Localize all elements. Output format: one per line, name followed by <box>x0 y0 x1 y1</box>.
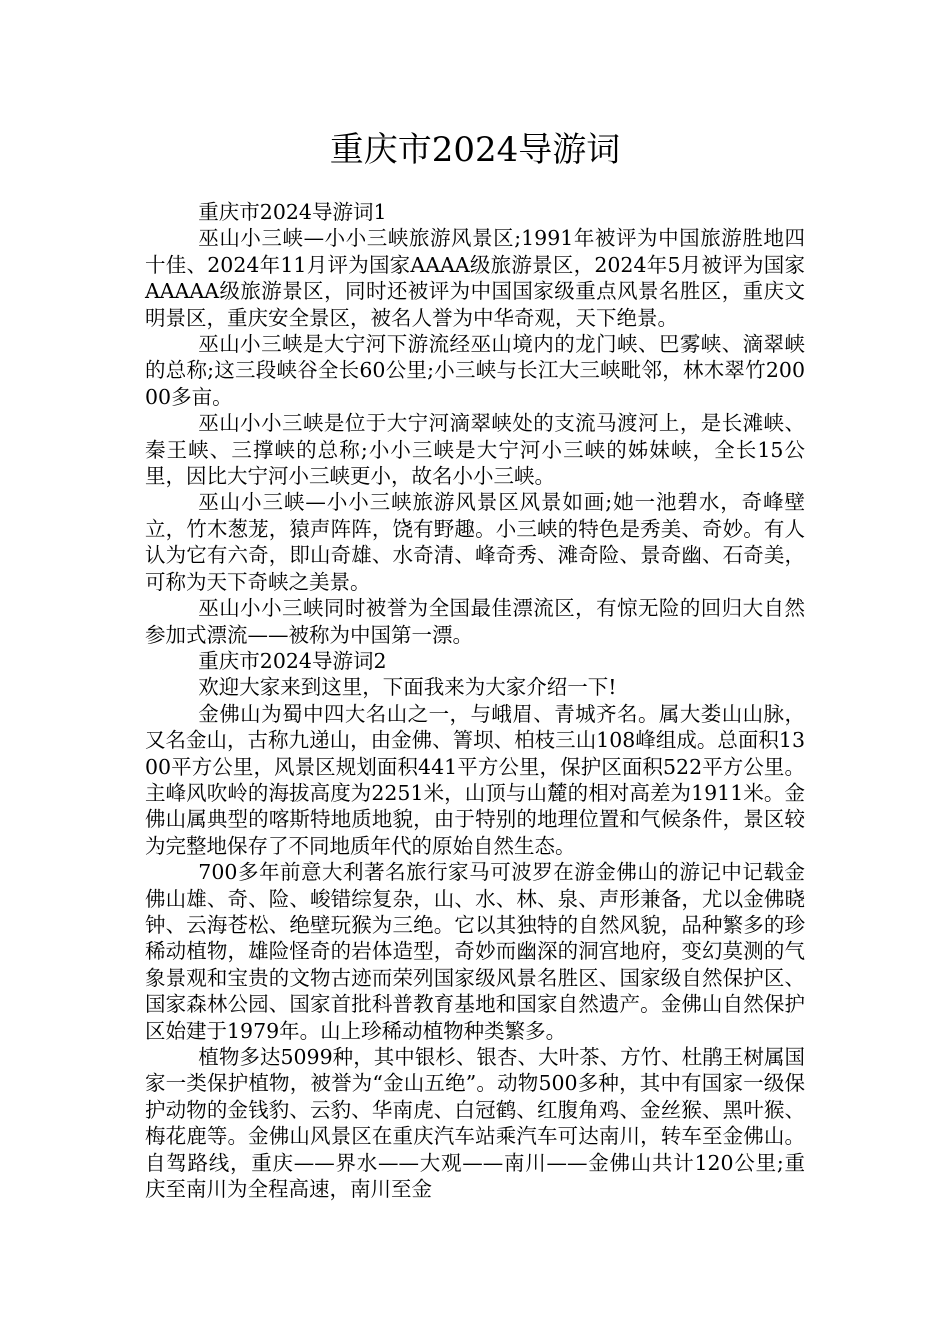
document-body <box>145 199 805 1202</box>
paragraph: 700多年前意大利著名旅行家马可波罗在游金佛山的游记中记载金佛山雄、奇、险、峻错综复杂，山、水、林、泉、声形兼备，尤以金佛晓钟、云海苍松、绝壁玩猴为三绝。它以其独特的自然风貌，品种繁多的珍稀动植物，雄险怪奇的岩体造型，奇妙而幽深的洞宫地府，变幻莫测的气象景观和宝贵的文物古迹而荣列国家级风景名胜区、国家级自然保护区、国家森林公园、国家首批科普教育基地和国家自然遗产。金佛山自然保护区始建于1979年。山上珍稀动植物种类繁多。 <box>145 860 805 1043</box>
paragraph: 巫山小小三峡是位于大宁河滴翠峡处的支流马渡河上，是长滩峡、秦王峡、三撑峡的总称;小小三峡是大宁河小三峡的姊妹峡，全长15公里，因比大宁河小三峡更小，故名小小三峡。 <box>145 411 805 489</box>
paragraph: 植物多达5099种，其中银杉、银杏、大叶茶、方竹、杜鹃王树属国家一类保护植物，被誉为“金山五绝”。动物500多种，其中有国家一级保护动物的金钱豹、云豹、华南虎、白冠鹤、红腹角鸡、金丝猴、黑叶猴、梅花鹿等。金佛山风景区在重庆汽车站乘汽车可达南川，转车至金佛山。自驾路线，重庆——界水——大观——南川——金佛山共计120公里;重庆至南川为全程高速，南川至金 <box>145 1045 805 1202</box>
paragraph: 金佛山为蜀中四大名山之一，与峨眉、青城齐名。属大娄山山脉，又名金山，古称九递山，由金佛、箐坝、柏枝三山108峰组成。总面积1300平方公里，风景区规划面积441平方公里，保护区面积522平方公里。主峰风吹岭的海拔高度为2251米，山顶与山麓的相对高差为1911米。金佛山属典型的喀斯特地质地貌，由于特别的地理位置和气候条件，景区较为完整地保存了不同地质年代的原始自然生态。 <box>145 701 805 858</box>
paragraph: 巫山小三峡—小小三峡旅游风景区;1991年被评为中国旅游胜地四十佳、2024年11月评为国家AAAA级旅游景区，2024年5月被评为国家AAAAA级旅游景区，同时还被评为中国国家级重点风景名胜区，重庆文明景区，重庆安全景区，被名人誉为中华奇观，天下绝景。 <box>145 226 805 330</box>
document-title: 重庆市2024导游词 <box>329 130 621 170</box>
paragraph: 巫山小三峡是大宁河下游流经巫山境内的龙门峡、巴雾峡、滴翠峡的总称;这三段峡谷全长60公里;小三峡与长江大三峡毗邻，林木翠竹20000多亩。 <box>145 332 805 409</box>
section-heading-2: 重庆市2024导游词2 <box>198 648 387 673</box>
paragraph: 欢迎大家来到这里，下面我来为大家介绍一下! <box>198 675 617 700</box>
section-heading-1: 重庆市2024导游词1 <box>198 200 387 224</box>
paragraph: 巫山小三峡—小小三峡旅游风景区风景如画;她一池碧水，奇峰壁立，竹木葱茏，猿声阵阵，饶有野趣。小三峡的特色是秀美、奇妙。有人认为它有六奇，即山奇雄、水奇清、峰奇秀、滩奇险、景奇幽、石奇美，可称为天下奇峡之美景。 <box>145 490 805 594</box>
paragraph: 巫山小小三峡同时被誉为全国最佳漂流区，有惊无险的回归大自然参加式漂流——被称为中国第一漂。 <box>145 596 805 647</box>
